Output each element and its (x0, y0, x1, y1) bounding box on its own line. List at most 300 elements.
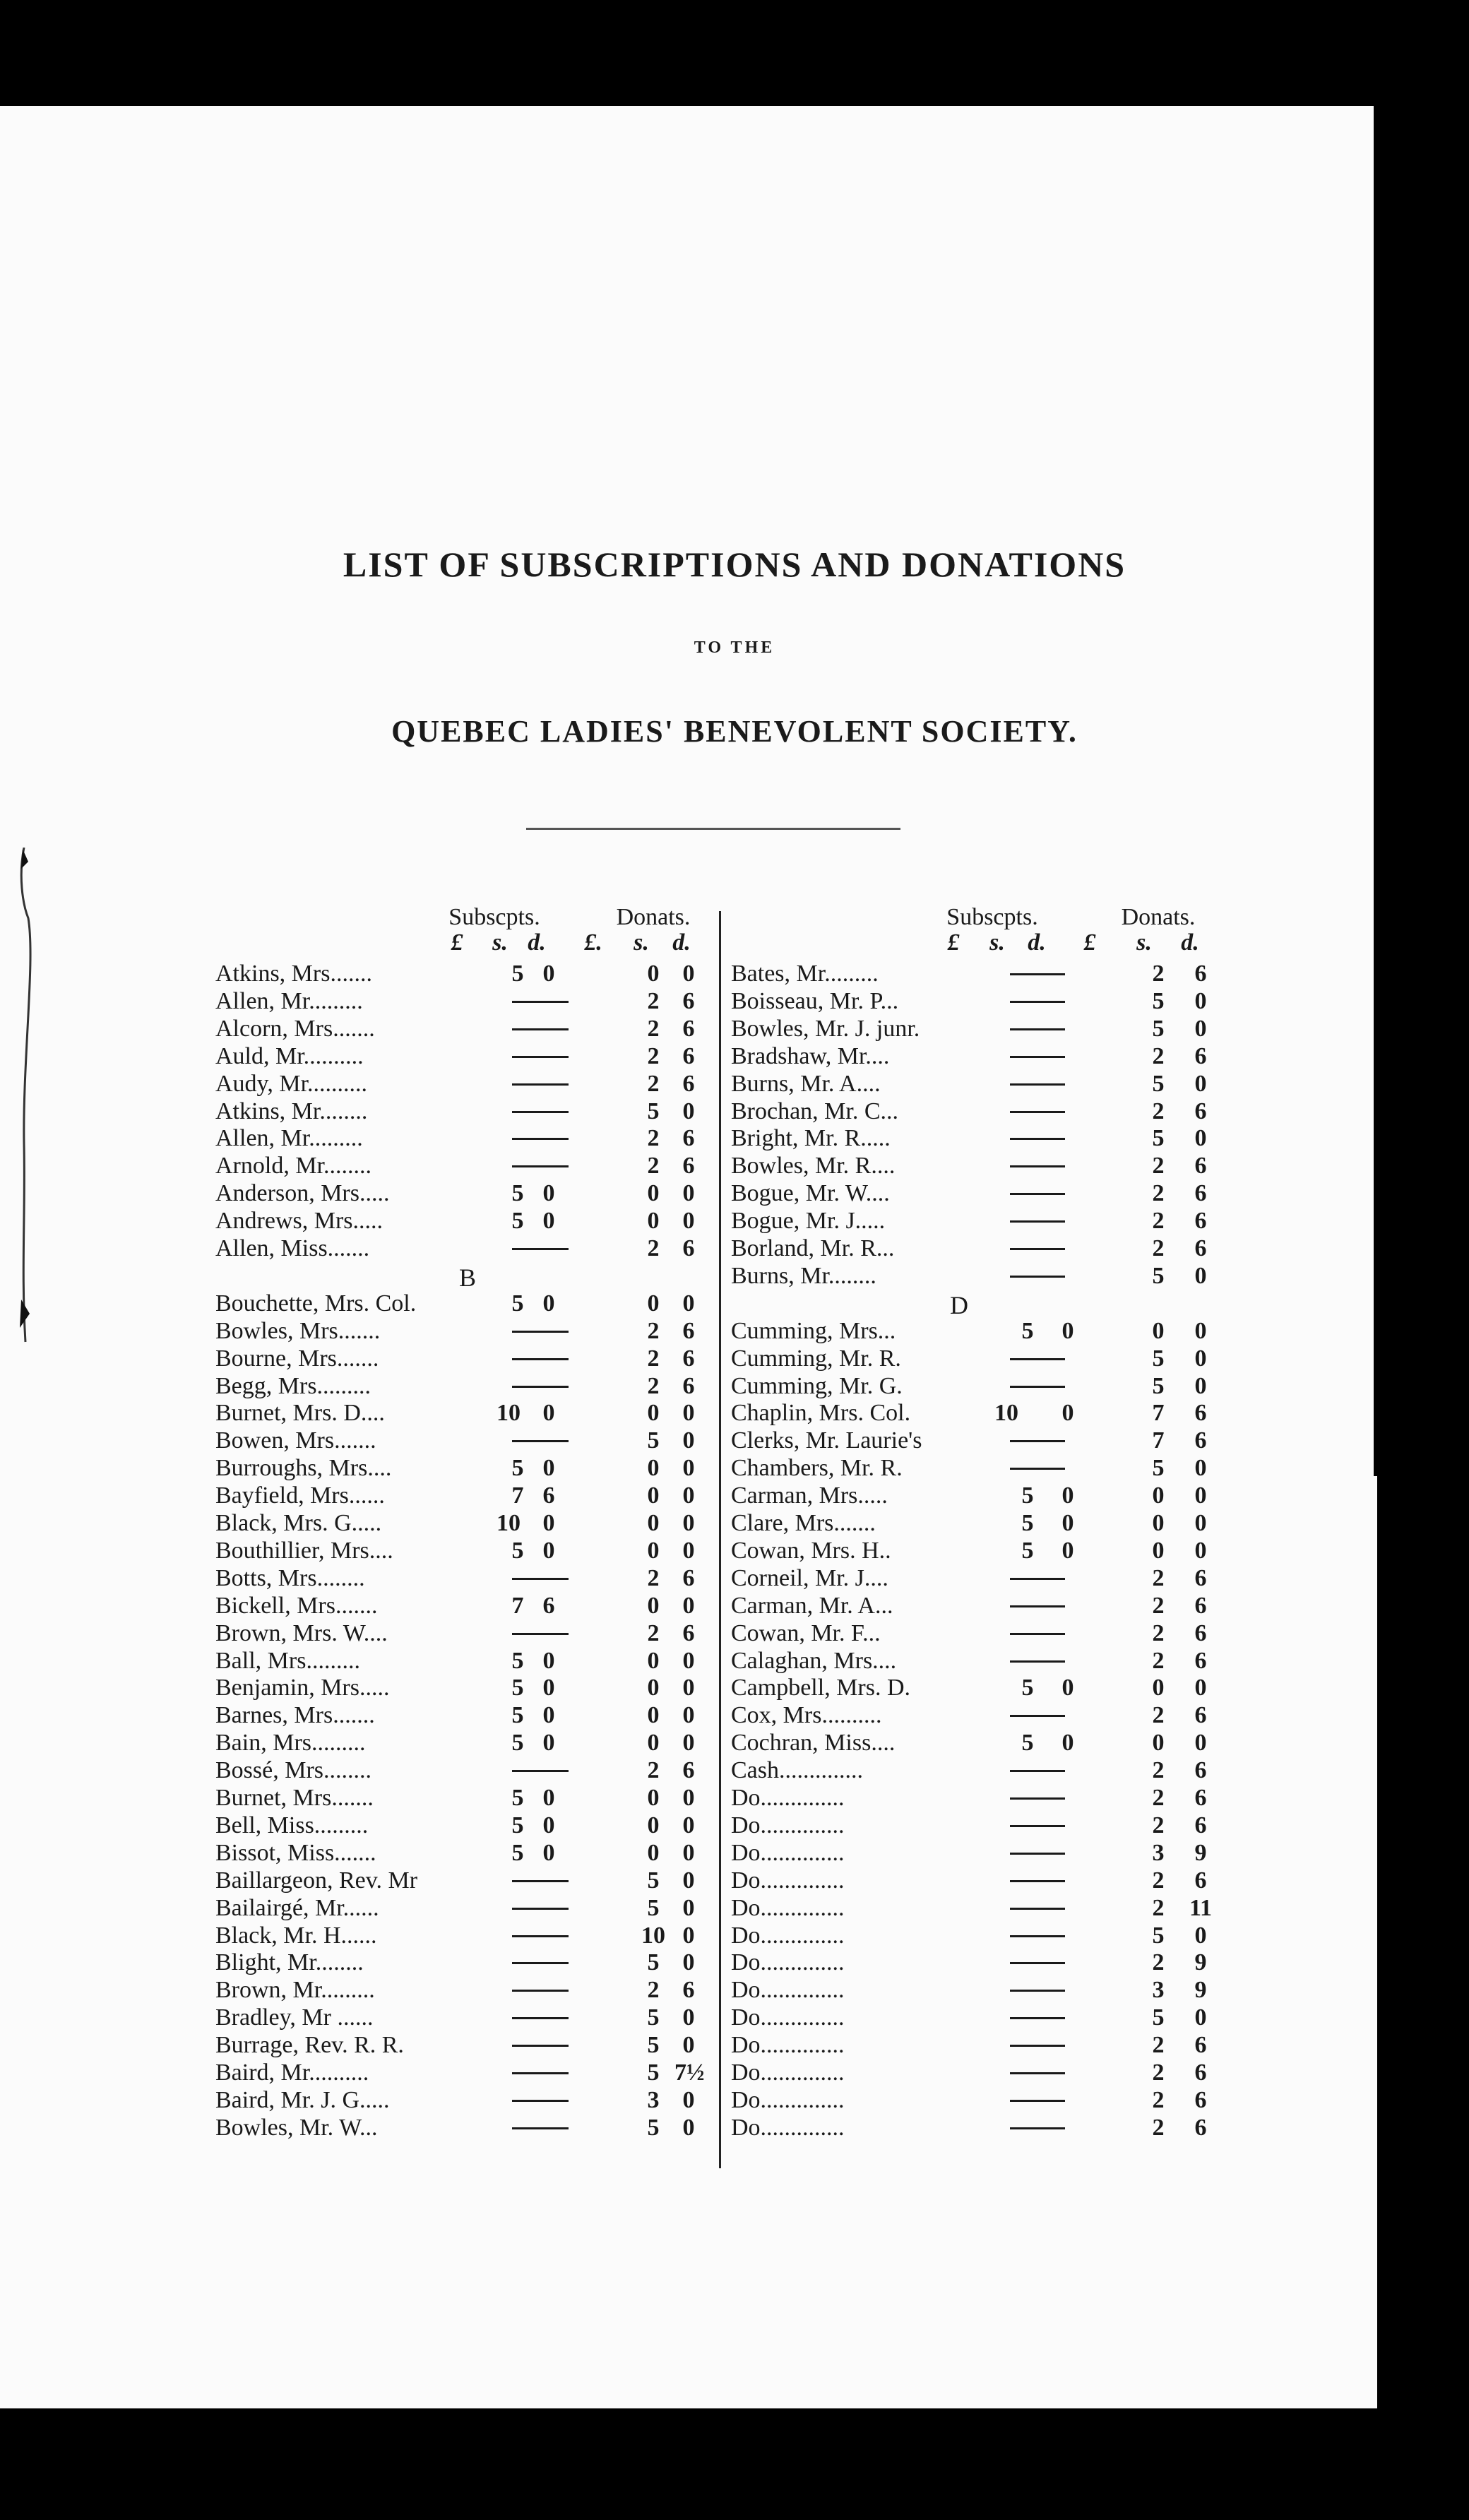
donation-shillings: 2 (1152, 1042, 1165, 1069)
subscriber-name: Do.............. (731, 2032, 845, 2059)
subscriber-row (731, 1785, 1225, 1812)
subscriber-name: Calaghan, Mrs.... (731, 1647, 897, 1674)
subscriber-row (731, 2032, 1225, 2059)
donation-shillings: 2 (647, 1619, 660, 1646)
subscription-pence: 0 (1061, 1537, 1074, 1564)
subscriber-name: Corneil, Mr. J.... (731, 1564, 888, 1591)
donation-shillings: 5 (647, 1867, 660, 1894)
no-subscription-dash (512, 1935, 569, 1937)
subscriber-name: Boisseau, Mr. P... (731, 987, 899, 1014)
no-subscription-dash (512, 1578, 569, 1580)
subscriber-row (215, 1043, 710, 1070)
donation-shillings: 5 (647, 1427, 660, 1454)
donation-shillings: 0 (647, 1400, 660, 1427)
subscriber-row (215, 1318, 710, 1345)
no-subscription-dash (1010, 2100, 1065, 2102)
subscriber-name: Begg, Mrs......... (215, 1372, 371, 1399)
donation-shillings: 2 (1152, 1949, 1165, 1976)
no-subscription-dash (1010, 1220, 1065, 1223)
page-edge (1314, 1476, 1377, 2408)
donation-pence: 0 (1194, 2004, 1207, 2031)
donation-shillings: 2 (1152, 1235, 1165, 1261)
subscriber-row (215, 1427, 710, 1454)
donation-shillings: 2 (647, 1235, 660, 1261)
subscriber-name: Burroughs, Mrs.... (215, 1455, 392, 1482)
donation-shillings: 0 (1152, 1317, 1165, 1344)
donation-shillings: 2 (647, 1015, 660, 1042)
subscription-shillings: 5 (511, 1290, 524, 1317)
subscriber-row (731, 1538, 1225, 1564)
donation-pence: 0 (1194, 1730, 1207, 1757)
donation-pence: 6 (682, 1235, 695, 1261)
subscriber-row (731, 1620, 1225, 1647)
donation-shillings: 2 (647, 1757, 660, 1784)
subscriber-name: Burnet, Mrs....... (215, 1785, 374, 1811)
no-subscription-dash (1010, 1605, 1065, 1607)
donations-header: Donats. (1121, 904, 1196, 930)
no-subscription-dash (512, 1386, 569, 1388)
subscriber-row (215, 1345, 710, 1372)
donation-pence: 6 (1194, 1647, 1207, 1674)
donation-pence: 6 (1194, 1427, 1207, 1454)
unit-pence: d. (1028, 929, 1046, 956)
donation-shillings: 5 (647, 2032, 660, 2059)
subscriber-row (731, 1208, 1225, 1235)
donation-pence: 6 (682, 1619, 695, 1646)
no-subscription-dash (1010, 1165, 1065, 1167)
subscriber-name: Brown, Mr......... (215, 1977, 375, 2004)
donation-shillings: 2 (647, 1153, 660, 1179)
donation-pence: 0 (1194, 1455, 1207, 1482)
subscriber-row (731, 1153, 1225, 1179)
subscriber-name: Do.............. (731, 1785, 845, 1811)
subscription-shillings: 10 (496, 1400, 521, 1427)
donation-shillings: 3 (647, 2086, 660, 2113)
subscription-shillings: 5 (1021, 1317, 1034, 1344)
subscriber-row (731, 1071, 1225, 1098)
no-subscription-dash (512, 1248, 569, 1250)
subscriber-name: Bouthillier, Mrs.... (215, 1537, 393, 1564)
subscription-shillings: 7 (511, 1482, 524, 1509)
subscriber-name: Bright, Mr. R..... (731, 1125, 891, 1152)
subscriber-name: Burns, Mr........ (731, 1262, 876, 1289)
donation-shillings: 0 (647, 1592, 660, 1619)
donation-pence: 6 (1194, 1180, 1207, 1207)
subscription-pence: 0 (1061, 1730, 1074, 1757)
society-name: QUEBEC LADIES' BENEVOLENT SOCIETY. (391, 714, 1078, 749)
subscriber-name: Bradley, Mr ...... (215, 2004, 374, 2031)
subscriber-name: Brochan, Mr. C... (731, 1098, 899, 1124)
no-subscription-dash (512, 1770, 569, 1772)
donation-pence: 6 (682, 1070, 695, 1097)
donation-shillings: 5 (647, 2060, 660, 2086)
donation-pence: 0 (682, 1839, 695, 1866)
subscription-pence: 0 (542, 1730, 555, 1757)
subscriber-name: Black, Mrs. G..... (215, 1510, 382, 1536)
donation-pence: 6 (682, 987, 695, 1014)
subscriber-row (731, 1565, 1225, 1592)
no-subscription-dash (1010, 1386, 1065, 1388)
subscriber-row (731, 1263, 1225, 1290)
donation-pence: 6 (682, 1564, 695, 1591)
subscriber-name: Bossé, Mrs........ (215, 1757, 372, 1784)
donation-pence: 9 (1194, 1839, 1207, 1866)
subscription-shillings: 7 (511, 1592, 524, 1619)
no-subscription-dash (1010, 2127, 1065, 2129)
subscriber-name: Ball, Mrs......... (215, 1647, 360, 1674)
section-letter-text: B (459, 1263, 477, 1292)
subscriber-row (215, 1455, 710, 1482)
no-subscription-dash (512, 1908, 569, 1910)
subscriber-name: Botts, Mrs........ (215, 1564, 365, 1591)
no-subscription-dash (512, 1001, 569, 1003)
subscriber-row (731, 1895, 1225, 1922)
donation-pence: 0 (682, 1400, 695, 1427)
donation-pence: 0 (1194, 1510, 1207, 1536)
donation-shillings: 5 (647, 1949, 660, 1976)
subscriber-name: Bayfield, Mrs...... (215, 1482, 385, 1509)
donation-pence: 9 (1194, 1977, 1207, 2004)
donation-pence: 0 (682, 1785, 695, 1811)
no-subscription-dash (1010, 1935, 1065, 1937)
subscriber-row (731, 1235, 1225, 1262)
donation-shillings: 5 (1152, 1372, 1165, 1399)
donation-shillings: 2 (1152, 1702, 1165, 1729)
subscriber-row (215, 1208, 710, 1235)
subscriber-row (731, 1702, 1225, 1729)
donation-shillings: 0 (647, 1455, 660, 1482)
subscriber-name: Bailairgé, Mr...... (215, 1894, 379, 1921)
donation-shillings: 2 (647, 1372, 660, 1399)
donation-shillings: 0 (647, 1482, 660, 1509)
subscriber-row (215, 1949, 710, 1976)
no-subscription-dash (1010, 1578, 1065, 1580)
donation-pence: 6 (682, 1977, 695, 2004)
no-subscription-dash (1010, 1770, 1065, 1772)
donation-pence: 0 (682, 1812, 695, 1838)
donation-pence: 0 (1194, 1537, 1207, 1564)
subscriber-name: Chambers, Mr. R. (731, 1455, 903, 1482)
donation-shillings: 2 (1152, 2086, 1165, 2113)
donation-shillings: 2 (1152, 2114, 1165, 2141)
subscriber-row (215, 1812, 710, 1839)
subscriptions-header: Subscpts. (946, 904, 1038, 930)
donation-pence: 7½ (674, 2060, 705, 2086)
donation-pence: 0 (682, 1455, 695, 1482)
donation-pence: 0 (682, 1922, 695, 1949)
donation-pence: 6 (1194, 2032, 1207, 2059)
subscriber-row (215, 2060, 710, 2086)
subscriber-name: Arnold, Mr........ (215, 1153, 371, 1179)
donation-pence: 6 (682, 1345, 695, 1372)
subscription-pence: 0 (542, 1290, 555, 1317)
subscriber-name: Clerks, Mr. Laurie's (731, 1427, 922, 1454)
subscriber-name: Bradshaw, Mr.... (731, 1042, 890, 1069)
subscription-pence: 0 (542, 1675, 555, 1701)
donation-shillings: 0 (647, 1839, 660, 1866)
donation-shillings: 2 (647, 1070, 660, 1097)
subscription-pence: 0 (542, 1455, 555, 1482)
subscription-pence: 0 (1061, 1675, 1074, 1701)
donation-shillings: 2 (647, 1042, 660, 1069)
subscriber-row (731, 961, 1225, 987)
subscriber-row (215, 1373, 710, 1400)
unit-pence: d. (1181, 929, 1199, 956)
subscriber-name: Allen, Mr......... (215, 1125, 363, 1152)
subscription-pence: 0 (1061, 1400, 1074, 1427)
donation-pence: 6 (682, 1372, 695, 1399)
no-subscription-dash (1010, 1440, 1065, 1442)
donation-shillings: 5 (1152, 1345, 1165, 1372)
subscriptions-header: Subscpts. (448, 904, 540, 930)
donation-shillings: 2 (1152, 1647, 1165, 1674)
subscriber-row (731, 1043, 1225, 1070)
subscription-shillings: 5 (511, 1730, 524, 1757)
donation-pence: 0 (682, 2114, 695, 2141)
subscriber-name: Allen, Mr......... (215, 987, 363, 1014)
subscriber-row (731, 1125, 1225, 1152)
donation-shillings: 2 (647, 1564, 660, 1591)
donation-pence: 0 (682, 1675, 695, 1701)
donation-pence: 0 (1194, 1372, 1207, 1399)
subscriber-row (215, 1922, 710, 1949)
subscriber-name: Anderson, Mrs..... (215, 1180, 390, 1207)
subscriber-name: Do.............. (731, 1867, 845, 1894)
no-subscription-dash (1010, 1083, 1065, 1086)
donation-shillings: 0 (1152, 1482, 1165, 1509)
no-subscription-dash (512, 1138, 569, 1140)
subscriber-name: Cash.............. (731, 1757, 863, 1784)
subscriber-row (731, 1098, 1225, 1125)
donation-shillings: 7 (1152, 1427, 1165, 1454)
donation-shillings: 5 (1152, 1262, 1165, 1289)
subscriber-name: Bissot, Miss....... (215, 1839, 376, 1866)
subscription-pence: 0 (542, 1839, 555, 1866)
subscriber-row (731, 2004, 1225, 2031)
subscriber-row (731, 1318, 1225, 1345)
subscription-pence: 0 (542, 1702, 555, 1729)
title-connector: TO THE (694, 638, 775, 657)
subscriber-row (731, 1730, 1225, 1757)
unit-pence: d. (528, 929, 546, 956)
subscriber-name: Burns, Mr. A.... (731, 1070, 881, 1097)
subscriber-row (731, 1949, 1225, 1976)
donation-shillings: 2 (1152, 1867, 1165, 1894)
donation-shillings: 2 (1152, 1894, 1165, 1921)
donation-shillings: 2 (647, 1317, 660, 1344)
subscriber-name: Bowles, Mr. R.... (731, 1153, 896, 1179)
unit-pounds: £ (451, 929, 463, 956)
donation-shillings: 10 (641, 1922, 665, 1949)
subscriber-row (215, 1153, 710, 1179)
subscription-pence: 0 (542, 961, 555, 987)
no-subscription-dash (512, 2045, 569, 2047)
binding-thread-mark (16, 848, 37, 1356)
subscriber-row (731, 1482, 1225, 1509)
no-subscription-dash (1010, 1193, 1065, 1195)
subscriber-name: Alcorn, Mrs....... (215, 1015, 375, 1042)
no-subscription-dash (512, 1028, 569, 1030)
donation-shillings: 2 (1152, 1812, 1165, 1838)
subscriber-name: Do.............. (731, 1977, 845, 2004)
donation-pence: 6 (1194, 1153, 1207, 1179)
donation-pence: 6 (1194, 1867, 1207, 1894)
subscriber-row (215, 1235, 710, 1262)
subscriber-row (215, 1675, 710, 1701)
unit-pounds: £ (947, 929, 960, 956)
subscriber-name: Baird, Mr.......... (215, 2060, 369, 2086)
subscriber-name: Cumming, Mrs... (731, 1317, 896, 1344)
donation-shillings: 5 (647, 2114, 660, 2141)
subscriber-row (215, 1977, 710, 2004)
section-letter (215, 1263, 710, 1290)
donation-shillings: 5 (647, 1894, 660, 1921)
no-subscription-dash (1010, 1660, 1065, 1663)
donation-pence: 6 (682, 1317, 695, 1344)
no-subscription-dash (512, 1056, 569, 1058)
donation-pence: 6 (682, 1015, 695, 1042)
donation-pence: 9 (1194, 1949, 1207, 1976)
donation-shillings: 2 (647, 1125, 660, 1152)
donation-pence: 6 (682, 1757, 695, 1784)
subscriber-name: Bickell, Mrs....... (215, 1592, 378, 1619)
subscriber-name: Bowles, Mrs....... (215, 1317, 381, 1344)
subscriber-row (731, 2087, 1225, 2114)
unit-pence: d. (672, 929, 691, 956)
donations-header: Donats. (616, 904, 691, 930)
no-subscription-dash (512, 2017, 569, 2019)
subscriber-row (215, 2004, 710, 2031)
subscriber-name: Carman, Mr. A... (731, 1592, 893, 1619)
subscriber-name: Borland, Mr. R... (731, 1235, 895, 1261)
subscriber-name: Atkins, Mrs....... (215, 961, 372, 987)
subscriber-row (215, 1098, 710, 1125)
subscriber-row (731, 1840, 1225, 1867)
subscriber-name: Bouchette, Mrs. Col. (215, 1290, 417, 1317)
donation-shillings: 5 (1152, 987, 1165, 1014)
subscriber-name: Barnes, Mrs....... (215, 1702, 375, 1729)
subscription-shillings: 5 (1021, 1730, 1034, 1757)
donation-pence: 6 (1194, 1757, 1207, 1784)
subscriber-row (215, 1482, 710, 1509)
subscription-pence: 0 (542, 1180, 555, 1207)
donation-pence: 0 (682, 1482, 695, 1509)
donation-pence: 6 (1194, 1235, 1207, 1261)
no-subscription-dash (512, 1083, 569, 1086)
donation-pence: 0 (682, 1208, 695, 1235)
donation-shillings: 0 (647, 1180, 660, 1207)
donation-shillings: 2 (1152, 961, 1165, 987)
no-subscription-dash (1010, 2017, 1065, 2019)
donation-shillings: 0 (1152, 1730, 1165, 1757)
donation-shillings: 0 (647, 1675, 660, 1701)
donation-shillings: 2 (1152, 1619, 1165, 1646)
donation-shillings: 0 (1152, 1675, 1165, 1701)
donation-shillings: 2 (1152, 1208, 1165, 1235)
no-subscription-dash (1010, 1138, 1065, 1140)
subscriber-name: Burrage, Rev. R. R. (215, 2032, 404, 2059)
subscriber-row (215, 1071, 710, 1098)
donation-pence: 0 (682, 2004, 695, 2031)
subscription-pence: 0 (1061, 1510, 1074, 1536)
title-rule (526, 828, 900, 830)
donation-pence: 6 (1194, 961, 1207, 987)
subscriber-name: Do.............. (731, 1949, 845, 1976)
subscription-pence: 0 (1061, 1317, 1074, 1344)
subscription-shillings: 5 (511, 961, 524, 987)
subscription-pence: 0 (542, 1785, 555, 1811)
subscriber-name: Bell, Miss......... (215, 1812, 369, 1838)
subscriber-name: Atkins, Mr........ (215, 1098, 368, 1124)
subscriber-name: Bourne, Mrs....... (215, 1345, 379, 1372)
subscriber-row (215, 2087, 710, 2114)
no-subscription-dash (1010, 1797, 1065, 1800)
subscriber-row (731, 1812, 1225, 1839)
subscriber-row (215, 1620, 710, 1647)
subscriber-row (731, 2115, 1225, 2141)
no-subscription-dash (512, 1880, 569, 1882)
donation-shillings: 2 (1152, 1757, 1165, 1784)
donation-shillings: 5 (647, 2004, 660, 2031)
no-subscription-dash (1010, 1825, 1065, 1827)
subscription-shillings: 5 (511, 1647, 524, 1674)
donation-pence: 0 (682, 1867, 695, 1894)
donation-shillings: 7 (1152, 1400, 1165, 1427)
subscriber-name: Baillargeon, Rev. Mr (215, 1867, 418, 1894)
subscriber-name: Do.............. (731, 2004, 845, 2031)
subscriber-name: Bates, Mr......... (731, 961, 879, 987)
donation-shillings: 2 (647, 1345, 660, 1372)
donation-pence: 0 (682, 1537, 695, 1564)
donation-pence: 0 (682, 1290, 695, 1317)
subscriber-row (215, 1730, 710, 1757)
subscriber-row (731, 1977, 1225, 2004)
subscriber-name: Campbell, Mrs. D. (731, 1675, 911, 1701)
subscription-shillings: 5 (511, 1675, 524, 1701)
subscriber-name: Cowan, Mr. F... (731, 1619, 881, 1646)
no-subscription-dash (1010, 1715, 1065, 1717)
donation-pence: 0 (1194, 1125, 1207, 1152)
subscriber-row (215, 1565, 710, 1592)
subscriber-name: Do.............. (731, 1922, 845, 1949)
subscriber-row (731, 1510, 1225, 1537)
subscriber-row (731, 1675, 1225, 1701)
donation-pence: 0 (1194, 1262, 1207, 1289)
no-subscription-dash (512, 1331, 569, 1333)
subscription-shillings: 5 (1021, 1482, 1034, 1509)
donation-pence: 6 (682, 1125, 695, 1152)
subscription-shillings: 5 (511, 1785, 524, 1811)
donation-pence: 0 (682, 2086, 695, 2113)
no-subscription-dash (512, 1358, 569, 1360)
donation-shillings: 2 (647, 1977, 660, 2004)
no-subscription-dash (512, 1962, 569, 1964)
no-subscription-dash (1010, 1028, 1065, 1030)
subscriber-name: Black, Mr. H...... (215, 1922, 377, 1949)
donation-pence: 0 (1194, 987, 1207, 1014)
donation-shillings: 0 (647, 1812, 660, 1838)
donation-shillings: 3 (1152, 1977, 1165, 2004)
subscription-pence: 0 (542, 1510, 555, 1536)
unit-pounds: £. (584, 929, 602, 956)
subscriber-name: Bain, Mrs......... (215, 1730, 366, 1757)
subscriber-name: Bogue, Mr. J..... (731, 1208, 886, 1235)
subscriber-name: Blight, Mr........ (215, 1949, 364, 1976)
subscriber-name: Bogue, Mr. W.... (731, 1180, 890, 1207)
subscription-shillings: 5 (1021, 1675, 1034, 1701)
subscription-shillings: 5 (1021, 1510, 1034, 1536)
donation-pence: 6 (1194, 1812, 1207, 1838)
